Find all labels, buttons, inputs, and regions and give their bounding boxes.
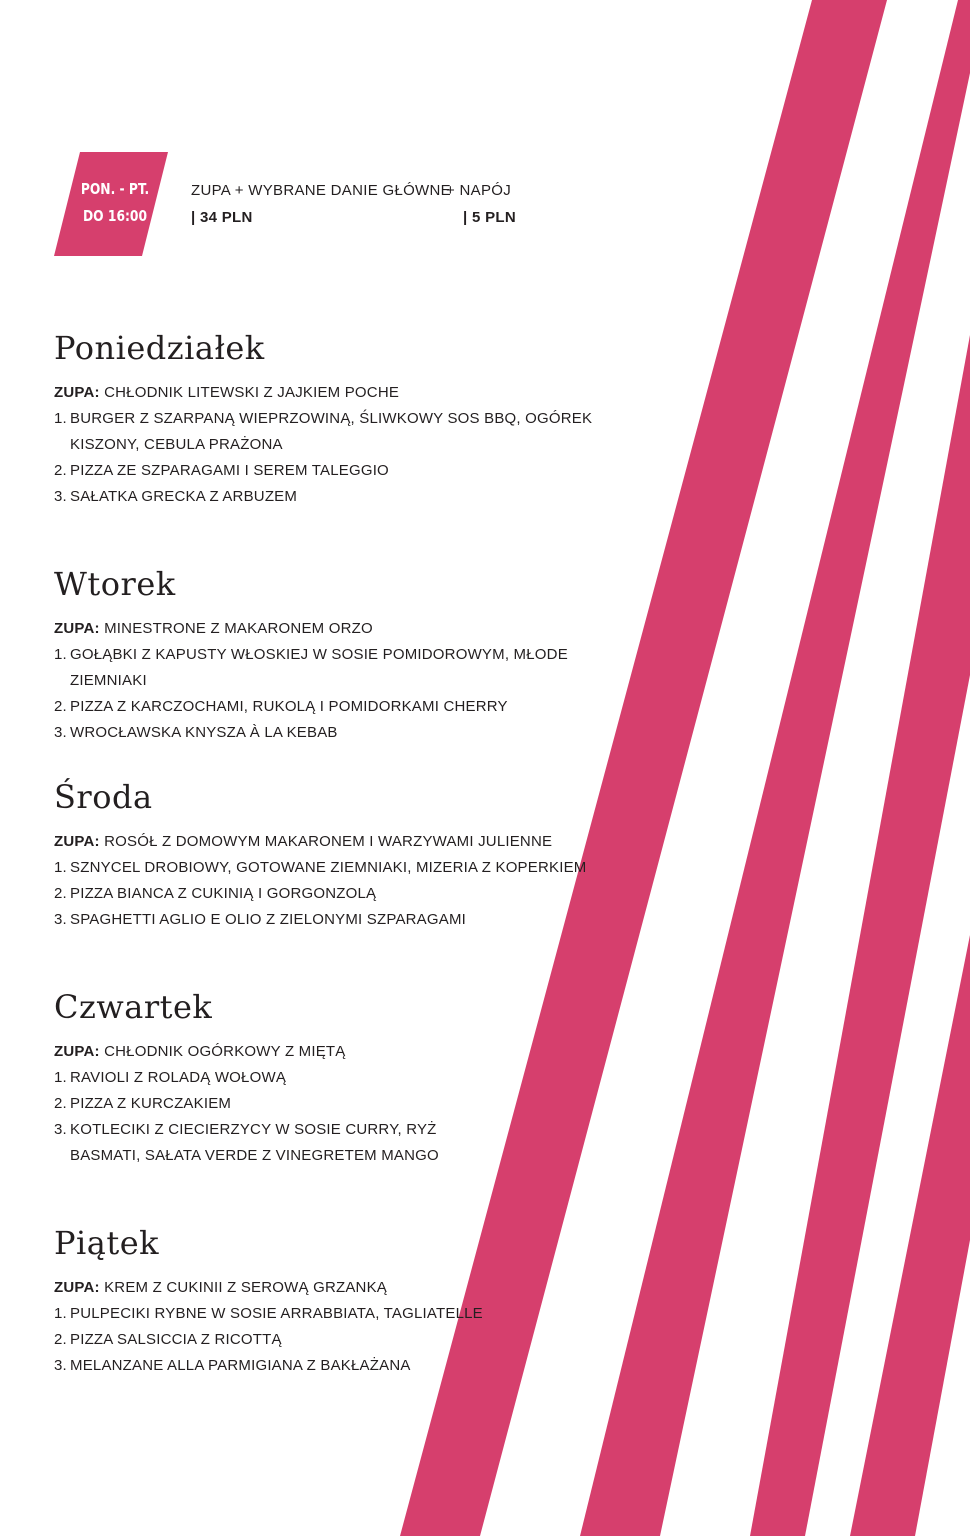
drink-offer-price: | 5 PLN	[463, 209, 516, 226]
soup-name: ROSÓŁ Z DOMOWYM MAKARONEM I WARZYWAMI JULIENNE	[104, 833, 553, 850]
dish-item	[54, 720, 614, 746]
badge-hours: DO 16:00	[82, 207, 148, 225]
dish-number: 1.	[54, 1069, 67, 1086]
dish-item	[54, 1353, 614, 1379]
soup-row	[54, 829, 614, 855]
soup-label: ZUPA:	[54, 1043, 100, 1060]
soup-name: KREM Z CUKINII Z SEROWĄ GRZANKĄ	[104, 1279, 387, 1296]
dish-item	[54, 1065, 614, 1091]
dish-item	[54, 1091, 614, 1117]
dish-name: RAVIOLI Z ROLADĄ WOŁOWĄ	[70, 1069, 287, 1086]
badge-days: PON. - PT.	[80, 180, 150, 198]
lunch-offer	[191, 180, 451, 234]
lunch-offer-price: | 34 PLN	[191, 209, 253, 226]
dish-name: PIZZA Z KARCZOCHAMI, RUKOLĄ I POMIDORKAMI CHERRY	[70, 698, 508, 715]
dish-number: 3.	[54, 1357, 67, 1374]
day-friday	[54, 1223, 614, 1379]
soup-label: ZUPA:	[54, 1279, 100, 1296]
dish-name: BURGER Z SZARPANĄ WIEPRZOWINĄ, ŚLIWKOWY SOS BBQ, OGÓREK KISZONY, CEBULA PRAŻONA	[70, 410, 593, 453]
dish-name: PULPECIKI RYBNE W SOSIE ARRABBIATA, TAGLIATELLE	[70, 1305, 483, 1322]
drink-offer-label: + NAPÓJ	[446, 182, 512, 199]
dish-number: 1.	[54, 410, 67, 427]
soup-name: MINESTRONE Z MAKARONEM ORZO	[104, 620, 373, 637]
dish-number: 2.	[54, 1095, 67, 1112]
day-title: Czwartek	[54, 988, 213, 1026]
dish-item	[54, 406, 614, 458]
dish-item	[54, 694, 614, 720]
dish-item	[54, 881, 614, 907]
soup-row	[54, 1039, 614, 1065]
dish-item	[54, 1117, 614, 1169]
dish-name: PIZZA ZE SZPARAGAMI I SEREM TALEGGIO	[70, 462, 389, 479]
soup-row	[54, 380, 614, 406]
dish-name: PIZZA Z KURCZAKIEM	[70, 1095, 232, 1112]
dish-item	[54, 1301, 614, 1327]
dish-number: 2.	[54, 462, 67, 479]
dish-number: 3.	[54, 724, 67, 741]
dish-item	[54, 458, 614, 484]
dish-name: MELANZANE ALLA PARMIGIANA Z BAKŁAŻANA	[70, 1357, 411, 1374]
dish-number: 2.	[54, 698, 67, 715]
dish-number: 2.	[54, 885, 67, 902]
dish-name: SZNYCEL DROBIOWY, GOTOWANE ZIEMNIAKI, MIZERIA Z KOPERKIEM	[70, 859, 587, 876]
dish-number: 1.	[54, 646, 67, 663]
hours-badge	[54, 152, 168, 256]
dish-name: KOTLECIKI Z CIECIERZYCY W SOSIE CURRY, RYŻ BASMATI, SAŁATA VERDE Z VINEGRETEM MANGO	[70, 1121, 439, 1164]
dish-number: 2.	[54, 1331, 67, 1348]
dish-number: 3.	[54, 911, 67, 928]
dish-number: 1.	[54, 859, 67, 876]
day-monday	[54, 328, 614, 510]
soup-label: ZUPA:	[54, 384, 100, 401]
day-tuesday	[54, 564, 614, 746]
soup-name: CHŁODNIK LITEWSKI Z JAJKIEM POCHE	[104, 384, 400, 401]
dish-item	[54, 484, 614, 510]
dish-number: 3.	[54, 1121, 67, 1138]
soup-row	[54, 616, 614, 642]
day-thursday	[54, 987, 614, 1169]
soup-label: ZUPA:	[54, 833, 100, 850]
dish-name: PIZZA SALSICCIA Z RICOTTĄ	[70, 1331, 282, 1348]
dish-item	[54, 907, 614, 933]
soup-name: CHŁODNIK OGÓRKOWY Z MIĘTĄ	[104, 1043, 346, 1060]
drink-offer	[446, 180, 516, 234]
dish-item	[54, 1327, 614, 1353]
day-wednesday	[54, 777, 614, 933]
day-title: Piątek	[54, 1224, 160, 1262]
day-title: Wtorek	[54, 565, 176, 603]
dish-number: 3.	[54, 488, 67, 505]
dish-name: SPAGHETTI AGLIO E OLIO Z ZIELONYMI SZPARAGAMI	[70, 911, 467, 928]
dish-name: GOŁĄBKI Z KAPUSTY WŁOSKIEJ W SOSIE POMIDOROWYM, MŁODE ZIEMNIAKI	[70, 646, 568, 689]
dish-item	[54, 855, 614, 881]
dish-number: 1.	[54, 1305, 67, 1322]
dish-name: PIZZA BIANCA Z CUKINIĄ I GORGONZOLĄ	[70, 885, 377, 902]
dish-name: WROCŁAWSKA KNYSZA À LA KEBAB	[70, 724, 338, 741]
soup-row	[54, 1275, 614, 1301]
day-title: Poniedziałek	[54, 329, 265, 367]
day-title: Środa	[54, 778, 153, 816]
soup-label: ZUPA:	[54, 620, 100, 637]
lunch-offer-label: ZUPA + WYBRANE DANIE GŁÓWNE	[191, 182, 451, 199]
dish-item	[54, 642, 614, 694]
dish-name: SAŁATKA GRECKA Z ARBUZEM	[70, 488, 298, 505]
